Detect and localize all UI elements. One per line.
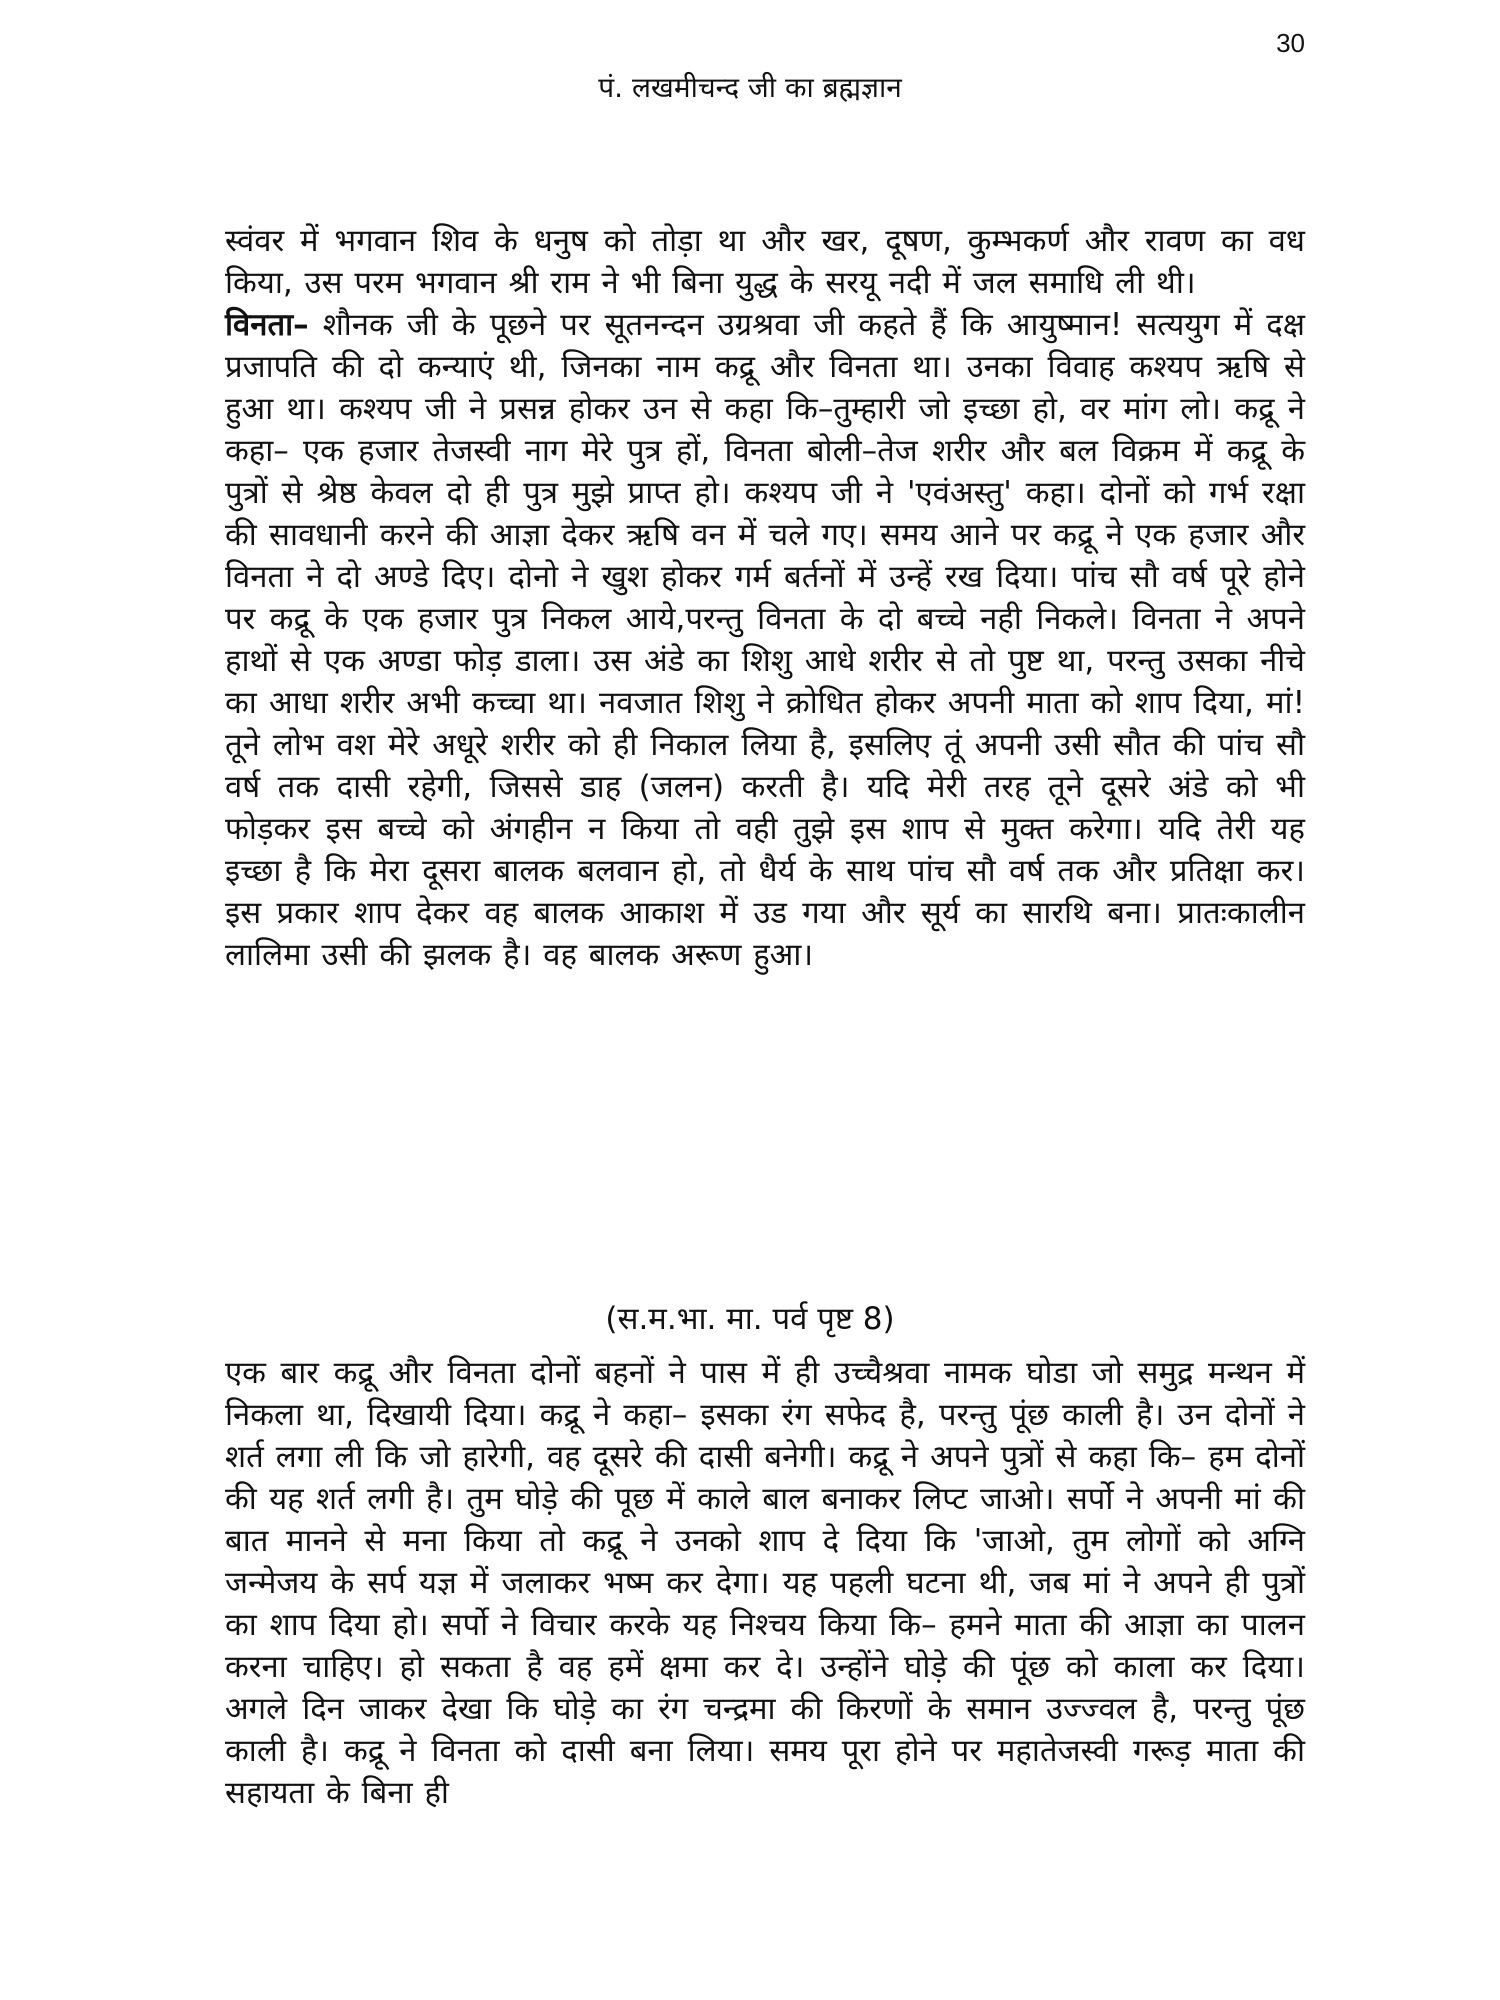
citation: (स.म.भा. मा. पर्व पृष्ट 8) bbox=[605, 1301, 895, 1337]
body-text-block-2 bbox=[225, 1352, 1305, 1814]
vinata-paragraph-text: शौनक जी के पूछने पर सूतनन्दन उग्रश्रवा जी कहते हैं कि आयुष्मान! सत्ययुग में दक्ष प्रजापति की दो कन्याएं थी, जिनका नाम कद्रू और विनता था। उनका विवाह कश्यप ऋषि से हुआ था। कश्यप जी ने प्रसन्न होकर उन से कहा कि–तुम्हारी जो इच्छा हो, वर मांग लो। कद्रू ने कहा– एक हजार तेजस्वी नाग मेरे पुत्र हों, विनता बोली–तेज शरीर और बल विक्रम में कद्रू के पुत्रों से श्रेष्ठ केवल दो ही पुत्र मुझे प्राप्त हो। कश्यप जी ने 'एवंअस्तु' कहा। दोनों को गर्भ रक्षा की सावधानी करने की आज्ञा देकर ऋषि वन में चले गए। समय आने पर कद्रू ने एक हजार और विनता ने दो अण्डे दिए। दोनो ने खुश होकर गर्म बर्तनों में उन्हें रख दिया। पांच सौ वर्ष पूरे होने पर कद्रू के एक हजार पुत्र निकल आये,परन्तु विनता के दो बच्चे नही निकले। विनता ने अपने हाथों से एक अण्डा फोड़ डाला। उस अंडे का शिशु आधे शरीर से तो पुष्ट था, परन्तु उसका नीचे का आधा शरीर अभी कच्चा था। नवजात शिशु ने क्रोधित होकर अपनी माता को शाप दिया, मां! तूने लोभ वश मेरे अधूरे शरीर को ही निकाल लिया है, इसलिए तूं अपनी उसी सौत की पांच सौ वर्ष तक दासी रहेगी, जिससे डाह (जलन) करती है। यदि मेरी तरह तूने दूसरे अंडे को भी फोड़कर इस बच्चे को अंगहीन न किया तो वही तुझे इस शाप से मुक्त करेगा। यदि तेरी यह इच्छा है कि मेरा दूसरा बालक बलवान हो, तो धैर्य के साथ पांच सौ वर्ष तक और प्रतिक्षा कर। इस प्रकार शाप देकर वह बालक आकाश में उड गया और सूर्य का सारथि बना। प्रातःकालीन लालिमा उसी की झलक है। वह बालक अरूण हुआ। bbox=[225, 307, 1305, 973]
page-number: 30 bbox=[1276, 28, 1305, 58]
paragraph-vinata bbox=[225, 304, 1305, 976]
body-text-block-1 bbox=[225, 220, 1305, 976]
running-header: पं. लखमीचन्द जी का ब्रह्मज्ञान bbox=[598, 71, 902, 104]
paragraph-horse-story: एक बार कद्रू और विनता दोनों बहनों ने पास में ही उच्चैश्रवा नामक घोडा जो समुद्र मन्थन में निकला था, दिखायी दिया। कद्रू ने कहा– इसका रंग सफेद है, परन्तु पूंछ काली है। उन दोनों ने शर्त लगा ली कि जो हारेगी, वह दूसरे की दासी बनेगी। कद्रू ने अपने पुत्रों से कहा कि– हम दोनों की यह शर्त लगी है। तुम घोड़े की पूछ में काले बाल बनाकर लिप्ट जाओ। सर्पो ने अपनी मां की बात मानने से मना किया तो कद्रू ने उनको शाप दे दिया कि 'जाओ, तुम लोगों को अग्नि जन्मेजय के सर्प यज्ञ में जलाकर भष्म कर देगा। यह पहली घटना थी, जब मां ने अपने ही पुत्रों का शाप दिया हो। सर्पो ने विचार करके यह निश्चय किया कि– हमने माता की आज्ञा का पालन करना चाहिए। हो सकता है वह हमें क्षमा कर दे। उन्होंने घोड़े की पूंछ को काला कर दिया। अगले दिन जाकर देखा कि घोड़े का रंग चन्द्रमा की किरणों के समान उज्ज्वल है, परन्तु पूंछ काली है। कद्रू ने विनता को दासी बना लिया। समय पूरा होने पर महातेजस्वी गरूड़ माता की सहायता के बिना ही bbox=[225, 1355, 1305, 1811]
paragraph-opening: स्वंवर में भगवान शिव के धनुष को तोड़ा था और खर, दूषण, कुम्भकर्ण और रावण का वध किया, उस परम भगवान श्री राम ने भी बिना युद्ध के सरयू नदी में जल समाधि ली थी। bbox=[225, 223, 1305, 301]
section-term-vinata: विनता– bbox=[225, 307, 309, 343]
